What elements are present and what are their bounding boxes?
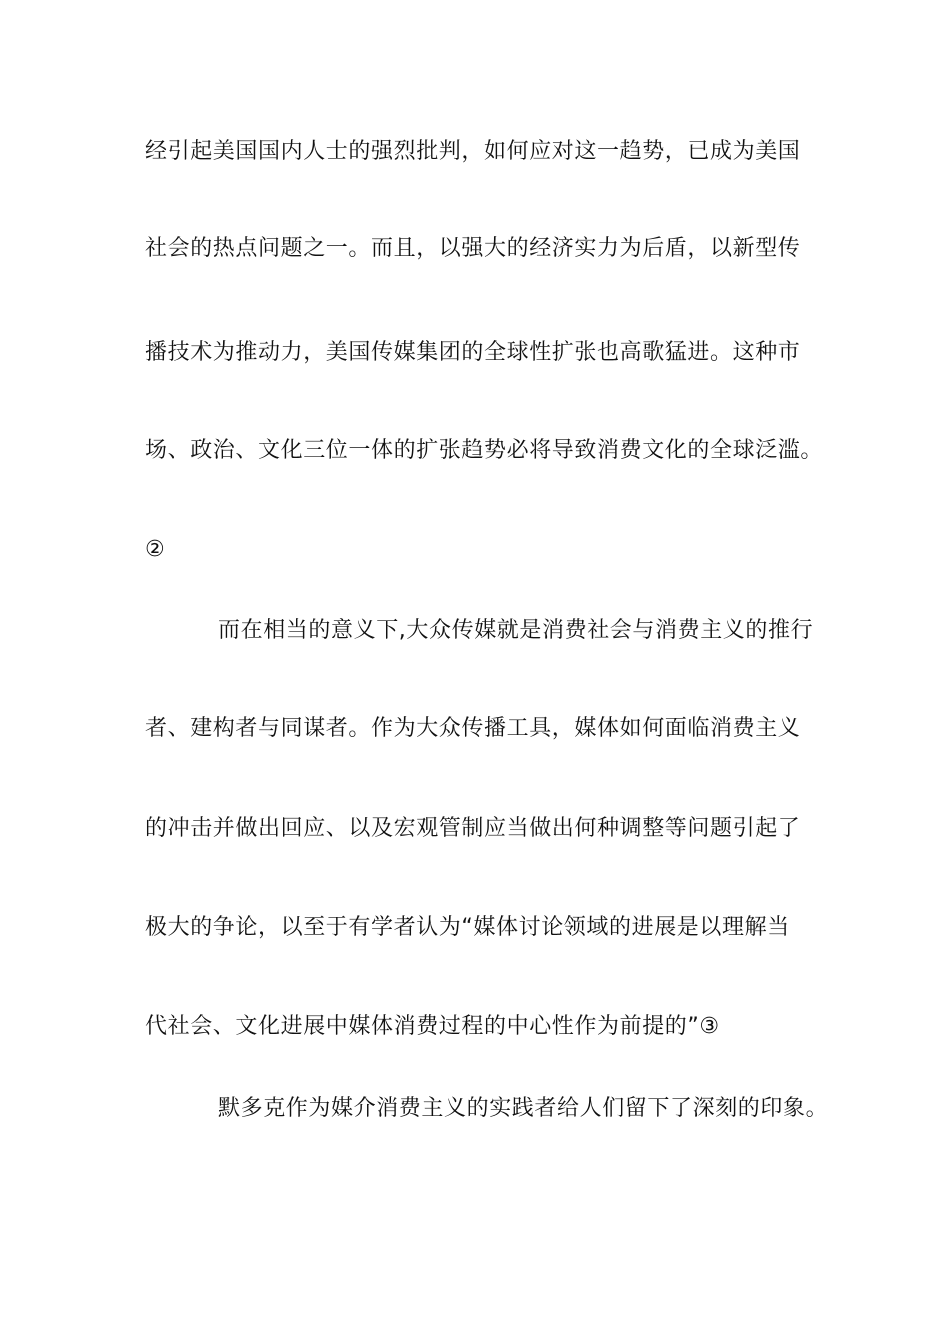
paragraph-start-line: 而在相当的意义下,大众传媒就是消费社会与消费主义的推行 xyxy=(218,618,814,643)
text-line: 经引起美国国内人士的强烈批判，如何应对这一趋势，已成为美国 xyxy=(145,139,801,164)
text-line: 的冲击并做出回应、以及宏观管制应当做出何种调整等问题引起了 xyxy=(145,816,801,841)
paragraph-start-line: 默多克作为媒介消费主义的实践者给人们留下了深刻的印象。 xyxy=(218,1096,829,1121)
text-line: 极大的争论，以至于有学者认为“媒体讨论领域的进展是以理解当 xyxy=(145,915,790,940)
text-line: 社会的热点问题之一。而且，以强大的经济实力为后盾，以新型传 xyxy=(145,236,801,261)
text-line: 者、建构者与同谋者。作为大众传播工具，媒体如何面临消费主义 xyxy=(145,716,801,741)
text-line: 场、政治、文化三位一体的扩张趋势必将导致消费文化的全球泛滥。 xyxy=(145,438,824,463)
footnote-marker: ② xyxy=(145,537,166,562)
text-line: 播技术为推动力，美国传媒集团的全球性扩张也高歌猛进。这种市 xyxy=(145,340,801,365)
text-line: 代社会、文化进展中媒体消费过程的中心性作为前提的”③ xyxy=(145,1014,720,1039)
